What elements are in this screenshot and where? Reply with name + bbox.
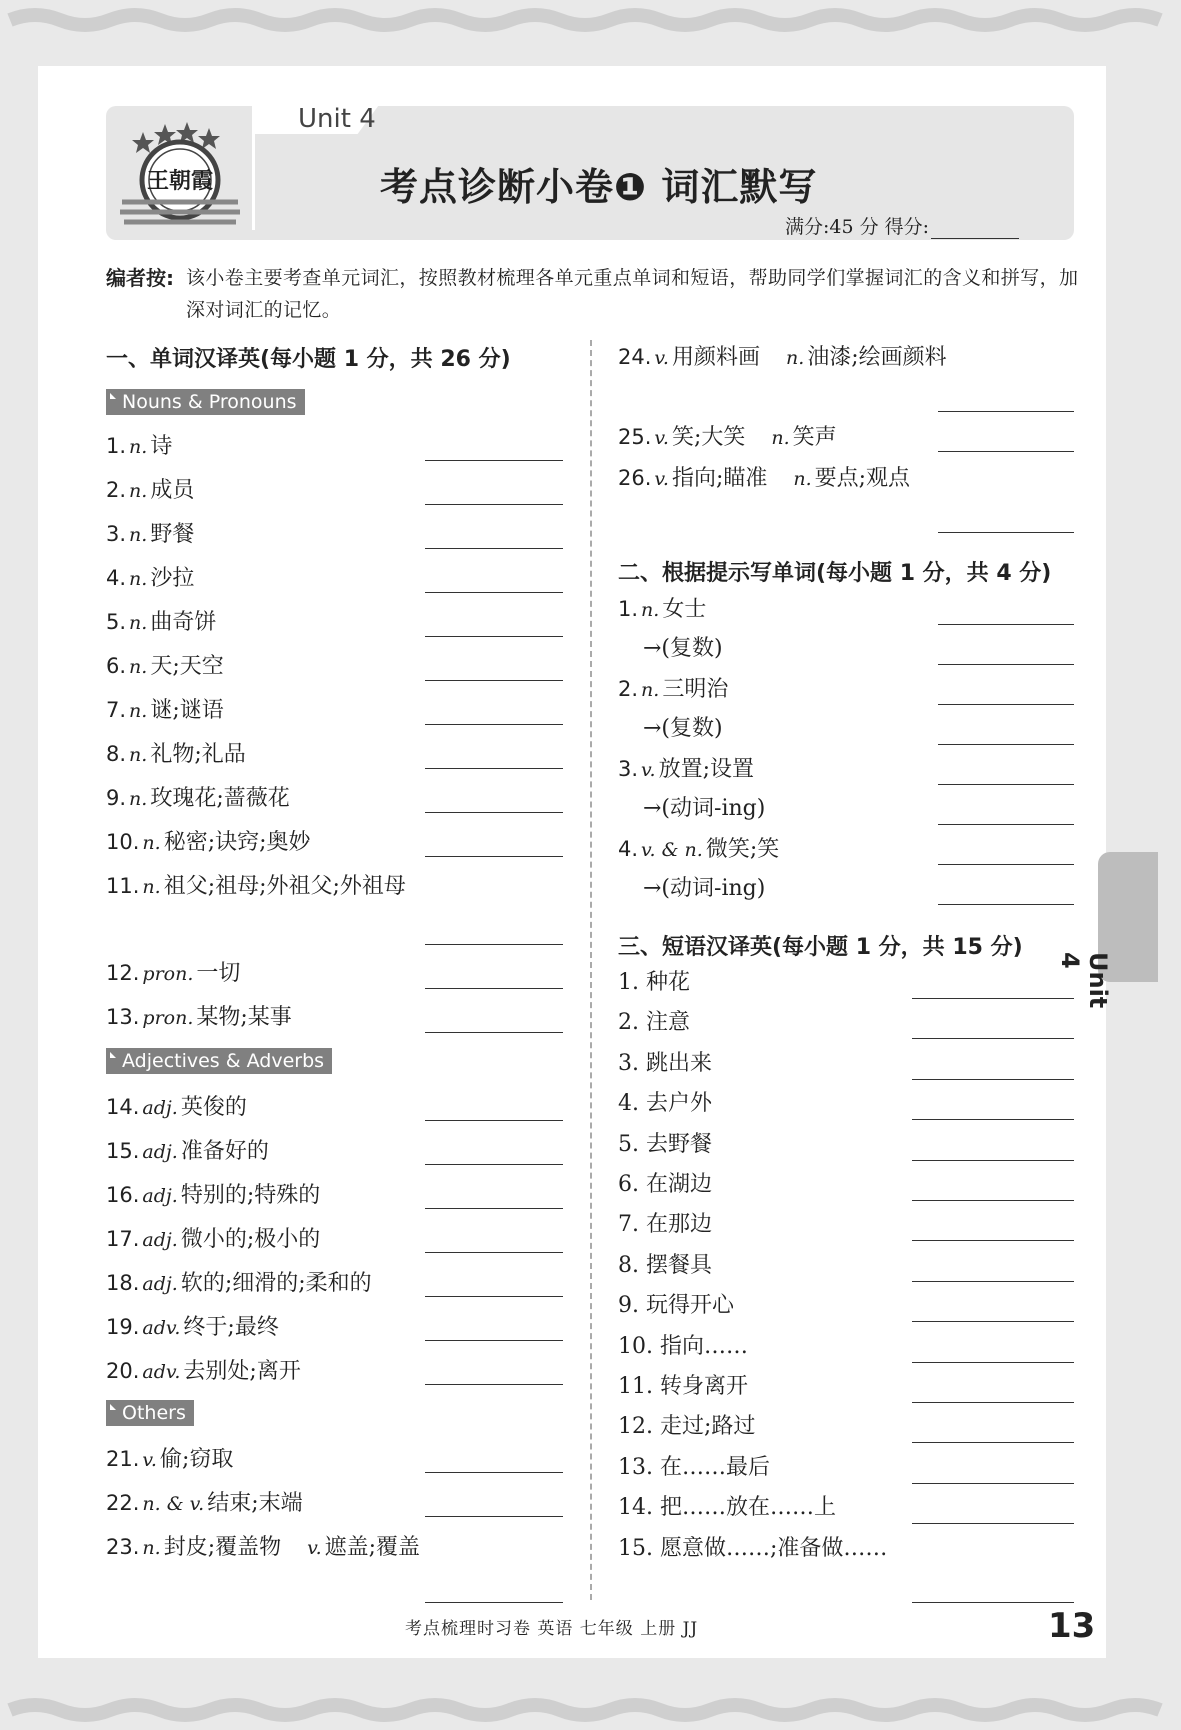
item-number: 23. bbox=[106, 1535, 140, 1559]
item-number: 12. bbox=[106, 961, 140, 985]
item-number: 21. bbox=[106, 1447, 140, 1471]
answer-blank[interactable] bbox=[912, 1442, 1074, 1443]
part-of-speech: pron. bbox=[142, 1007, 194, 1029]
answer-blank[interactable] bbox=[425, 1602, 563, 1603]
item-text: 天;天空 bbox=[150, 654, 224, 679]
answer-blank[interactable] bbox=[425, 680, 563, 681]
item-text: 沙拉 bbox=[150, 566, 195, 591]
item-number: 20. bbox=[106, 1359, 140, 1383]
item-text: 指向;瞄准 bbox=[671, 466, 768, 491]
part-of-speech: adv. bbox=[142, 1361, 181, 1383]
vocab-item bbox=[106, 477, 194, 504]
part-of-speech-2: n. bbox=[793, 468, 812, 490]
part-of-speech: v. & n. bbox=[641, 839, 703, 861]
answer-blank[interactable] bbox=[912, 1079, 1074, 1080]
page-number: 13 bbox=[1048, 1606, 1096, 1646]
answer-blank[interactable] bbox=[912, 998, 1074, 999]
item-text-2: 油漆;绘画颜料 bbox=[807, 345, 947, 370]
vocab-item bbox=[106, 1182, 320, 1209]
vocab-item bbox=[106, 565, 194, 592]
vocab-item bbox=[106, 1490, 303, 1517]
answer-blank[interactable] bbox=[938, 824, 1074, 825]
phrase-item: 4. 去户外 bbox=[618, 1091, 712, 1117]
item-number: 14. bbox=[106, 1095, 140, 1119]
answer-blank[interactable] bbox=[425, 812, 563, 813]
answer-blank[interactable] bbox=[425, 1472, 563, 1473]
answer-blank[interactable] bbox=[425, 460, 563, 461]
item-text: 准备好的 bbox=[180, 1139, 269, 1164]
item-text: 玫瑰花;蔷薇花 bbox=[150, 786, 290, 811]
answer-blank[interactable] bbox=[425, 1120, 563, 1121]
item-number: 24. bbox=[618, 345, 652, 369]
vocab-item bbox=[106, 1004, 292, 1031]
item-text: 英俊的 bbox=[180, 1095, 247, 1120]
item-number: 16. bbox=[106, 1183, 140, 1207]
section2-title: 二、根据提示写单词(每小题 1 分，共 4 分) bbox=[618, 561, 1052, 586]
footer-text: 考点梳理时习卷 英语 七年级 上册 JJ bbox=[405, 1619, 699, 1639]
phrase-item: 12. 走过;路过 bbox=[618, 1414, 756, 1440]
part-of-speech: v. bbox=[641, 759, 656, 781]
phrase-item: 8. 摆餐具 bbox=[618, 1252, 712, 1278]
item-number: 9. bbox=[106, 786, 127, 810]
vocab-item bbox=[106, 1358, 301, 1385]
item-text: 软的;细滑的;柔和的 bbox=[180, 1271, 372, 1296]
item-number: 2. bbox=[106, 478, 127, 502]
item-number: 15. bbox=[106, 1139, 140, 1163]
vocab-item bbox=[106, 873, 406, 900]
item-text: 微小的;极小的 bbox=[180, 1227, 321, 1252]
part-of-speech: adv. bbox=[142, 1317, 181, 1339]
phrase-item: 11. 转身离开 bbox=[618, 1374, 748, 1399]
part-of-speech: n. bbox=[142, 1537, 161, 1559]
item-text: 谜;谜语 bbox=[150, 698, 224, 723]
part-of-speech: n. bbox=[641, 679, 660, 701]
phrase-item: 7. 在那边 bbox=[618, 1212, 712, 1238]
phrase-item: 5. 去野餐 bbox=[618, 1131, 712, 1157]
section3-title: 三、短语汉译英(每小题 1 分，共 15 分) bbox=[618, 935, 1023, 960]
item-text: 封皮;覆盖物 bbox=[163, 1535, 282, 1560]
item-number: 3. bbox=[106, 522, 127, 546]
item-text: 特别的;特殊的 bbox=[180, 1183, 321, 1208]
vocab-item bbox=[106, 785, 290, 812]
part-of-speech: n. bbox=[142, 832, 161, 854]
answer-blank[interactable] bbox=[425, 636, 563, 637]
item-number: 7. bbox=[106, 698, 127, 722]
answer-blank[interactable] bbox=[938, 411, 1074, 412]
vocab-item bbox=[618, 465, 910, 492]
item-number: 17. bbox=[106, 1227, 140, 1251]
phrase-item: 10. 指向…… bbox=[618, 1333, 748, 1359]
answer-blank[interactable] bbox=[938, 864, 1074, 865]
answer-blank[interactable] bbox=[425, 1208, 563, 1209]
phrase-item: 14. 把……放在……上 bbox=[618, 1495, 836, 1521]
answer-blank[interactable] bbox=[912, 1119, 1074, 1120]
answer-blank[interactable] bbox=[425, 1340, 563, 1341]
item-text: 成员 bbox=[150, 478, 195, 503]
part-of-speech: n. bbox=[129, 788, 148, 810]
item-number: 25. bbox=[618, 425, 652, 449]
tag-nouns-pronouns: Nouns & Pronouns bbox=[106, 389, 305, 415]
answer-blank[interactable] bbox=[425, 988, 563, 989]
answer-blank[interactable] bbox=[425, 1032, 563, 1033]
phrase-item: 9. 玩得开心 bbox=[618, 1293, 734, 1319]
answer-blank[interactable] bbox=[938, 784, 1074, 785]
answer-blank[interactable] bbox=[912, 1321, 1074, 1322]
answer-blank[interactable] bbox=[425, 504, 563, 505]
tag-others: Others bbox=[106, 1400, 194, 1426]
publisher-logo bbox=[118, 118, 242, 234]
svg-text:王朝霞: 王朝霞 bbox=[146, 168, 214, 194]
item-text: 三明治 bbox=[662, 677, 729, 702]
part-of-speech: pron. bbox=[142, 963, 194, 985]
part-of-speech: n. bbox=[129, 524, 148, 546]
answer-blank[interactable] bbox=[425, 768, 563, 769]
item-number: 26. bbox=[618, 466, 652, 490]
phrase-item: 15. 愿意做……;准备做…… bbox=[618, 1535, 888, 1561]
item-text: 女士 bbox=[662, 597, 707, 622]
phrase-item: 1. 种花 bbox=[618, 970, 690, 995]
answer-blank[interactable] bbox=[938, 664, 1074, 665]
score-blank[interactable] bbox=[931, 222, 1019, 239]
answer-blank[interactable] bbox=[938, 744, 1074, 745]
vocab-item bbox=[618, 756, 754, 783]
part-of-speech-2: v. bbox=[307, 1537, 322, 1559]
part-of-speech: n. bbox=[129, 568, 148, 590]
item-text: 某物;某事 bbox=[196, 1005, 292, 1030]
item-text-2: 遮盖;覆盖 bbox=[324, 1535, 421, 1560]
part-of-speech: adj. bbox=[142, 1185, 178, 1207]
answer-blank[interactable] bbox=[425, 856, 563, 857]
answer-blank[interactable] bbox=[912, 1362, 1074, 1363]
answer-blank[interactable] bbox=[912, 1602, 1074, 1603]
answer-blank[interactable] bbox=[912, 1160, 1074, 1161]
tag-adjectives-adverbs: Adjectives & Adverbs bbox=[106, 1048, 332, 1074]
answer-blank[interactable] bbox=[912, 1281, 1074, 1282]
part-of-speech: n. bbox=[129, 744, 148, 766]
item-number: 2. bbox=[618, 677, 639, 701]
answer-blank[interactable] bbox=[425, 1516, 563, 1517]
item-sub-hint: →(动词-ing) bbox=[643, 796, 766, 821]
phrase-item: 6. 在湖边 bbox=[618, 1172, 712, 1197]
answer-blank[interactable] bbox=[912, 1523, 1074, 1524]
item-text: 去别处;离开 bbox=[183, 1359, 301, 1384]
answer-blank[interactable] bbox=[938, 904, 1074, 905]
vocab-item bbox=[106, 960, 240, 987]
part-of-speech: n. bbox=[142, 876, 161, 898]
vocab-item bbox=[106, 741, 246, 768]
phrase-item: 2. 注意 bbox=[618, 1010, 690, 1036]
answer-blank[interactable] bbox=[425, 1384, 563, 1385]
answer-blank[interactable] bbox=[912, 1038, 1074, 1039]
item-number: 3. bbox=[618, 757, 639, 781]
part-of-speech-2: n. bbox=[785, 347, 805, 369]
item-text: 祖父;祖母;外祖父;外祖母 bbox=[163, 874, 406, 899]
vocab-item bbox=[618, 424, 837, 451]
vocab-item bbox=[106, 829, 311, 856]
part-of-speech: n. bbox=[129, 480, 148, 502]
item-text: 一切 bbox=[196, 961, 241, 986]
item-text: 结束;末端 bbox=[207, 1491, 303, 1516]
item-number: 8. bbox=[106, 742, 127, 766]
vocab-item bbox=[618, 344, 947, 371]
item-text: 诗 bbox=[150, 434, 173, 459]
item-text: 礼物;礼品 bbox=[150, 742, 246, 767]
part-of-speech: n. bbox=[641, 599, 660, 621]
vocab-item bbox=[106, 697, 224, 724]
vocab-item bbox=[106, 1534, 420, 1561]
answer-blank[interactable] bbox=[938, 624, 1074, 625]
item-text: 放置;设置 bbox=[658, 757, 754, 782]
vocab-item bbox=[618, 676, 728, 703]
vocab-item bbox=[618, 596, 706, 623]
item-sub-hint: →(复数) bbox=[643, 636, 723, 661]
item-number: 10. bbox=[106, 830, 140, 854]
item-number: 1. bbox=[618, 597, 639, 621]
quiz-title: 考点诊断小卷❶ 词汇默写 bbox=[380, 165, 818, 209]
item-sub-hint: →(动词-ing) bbox=[643, 876, 766, 901]
vocab-item bbox=[106, 1314, 279, 1341]
part-of-speech: n. & v. bbox=[142, 1493, 205, 1515]
answer-blank[interactable] bbox=[912, 1402, 1074, 1403]
note-text: 该小卷主要考查单元词汇，按照教材梳理各单元重点单词和短语，帮助同学们掌握词汇的含义和拼写，加深对词汇的记忆。 bbox=[186, 267, 1079, 321]
answer-blank[interactable] bbox=[938, 704, 1074, 705]
answer-blank[interactable] bbox=[938, 532, 1074, 533]
item-number: 19. bbox=[106, 1315, 140, 1339]
answer-blank[interactable] bbox=[425, 1252, 563, 1253]
answer-blank[interactable] bbox=[425, 548, 563, 549]
item-sub-hint: →(复数) bbox=[643, 716, 723, 741]
item-number: 4. bbox=[106, 566, 127, 590]
item-text: 终于;最终 bbox=[183, 1315, 279, 1340]
vocab-item bbox=[106, 1138, 269, 1165]
unit-label: Unit 4 bbox=[298, 104, 376, 134]
answer-blank[interactable] bbox=[425, 592, 563, 593]
section1-title: 一、单词汉译英(每小题 1 分，共 26 分) bbox=[106, 347, 511, 372]
part-of-speech: adj. bbox=[142, 1273, 178, 1295]
item-number: 11. bbox=[106, 874, 140, 898]
vocab-item bbox=[106, 521, 194, 548]
score-text: 满分:45 分 得分: bbox=[785, 216, 930, 238]
part-of-speech-2: n. bbox=[771, 427, 790, 449]
part-of-speech: v. bbox=[654, 427, 669, 449]
answer-blank[interactable] bbox=[425, 1164, 563, 1165]
item-text: 野餐 bbox=[150, 522, 195, 547]
answer-blank[interactable] bbox=[912, 1240, 1074, 1241]
answer-blank[interactable] bbox=[425, 1296, 563, 1297]
item-number: 1. bbox=[106, 434, 127, 458]
column-divider bbox=[590, 340, 592, 1600]
item-number: 6. bbox=[106, 654, 127, 678]
item-number: 5. bbox=[106, 610, 127, 634]
item-number: 22. bbox=[106, 1491, 140, 1515]
score-line bbox=[785, 212, 1019, 239]
part-of-speech: n. bbox=[129, 700, 148, 722]
part-of-speech: adj. bbox=[142, 1229, 178, 1251]
item-text-2: 要点;观点 bbox=[814, 466, 911, 491]
note-label: 编者按: bbox=[106, 266, 174, 290]
part-of-speech: n. bbox=[129, 656, 148, 678]
answer-blank[interactable] bbox=[912, 1483, 1074, 1484]
answer-blank[interactable] bbox=[425, 724, 563, 725]
answer-blank[interactable] bbox=[912, 1200, 1074, 1201]
item-number: 18. bbox=[106, 1271, 140, 1295]
vocab-item bbox=[618, 836, 779, 863]
phrase-item: 3. 跳出来 bbox=[618, 1050, 712, 1076]
item-text: 微笑;笑 bbox=[705, 837, 780, 862]
part-of-speech: v. bbox=[654, 468, 669, 490]
part-of-speech: adj. bbox=[142, 1141, 178, 1163]
part-of-speech: n. bbox=[129, 612, 148, 634]
item-text: 用颜料画 bbox=[671, 345, 760, 370]
item-text: 笑;大笑 bbox=[671, 425, 746, 450]
part-of-speech: n. bbox=[129, 436, 148, 458]
item-text: 曲奇饼 bbox=[150, 610, 217, 635]
vocab-item bbox=[106, 1094, 247, 1121]
item-text: 偷;窃取 bbox=[159, 1447, 234, 1472]
item-text-2: 笑声 bbox=[792, 425, 837, 450]
item-text: 秘密;诀窍;奥妙 bbox=[163, 830, 311, 855]
vocab-item bbox=[106, 653, 224, 680]
vocab-item bbox=[106, 1446, 233, 1473]
vocab-item bbox=[106, 433, 172, 460]
answer-blank[interactable] bbox=[938, 451, 1074, 452]
item-number: 4. bbox=[618, 837, 639, 861]
vocab-item bbox=[106, 1226, 320, 1253]
part-of-speech: v. bbox=[142, 1449, 157, 1471]
item-number: 13. bbox=[106, 1005, 140, 1029]
part-of-speech: adj. bbox=[142, 1097, 178, 1119]
vocab-item bbox=[106, 1270, 372, 1297]
vocab-item bbox=[106, 609, 216, 636]
answer-blank[interactable] bbox=[425, 944, 563, 945]
phrase-item: 13. 在……最后 bbox=[618, 1454, 770, 1480]
part-of-speech: v. bbox=[654, 347, 669, 369]
